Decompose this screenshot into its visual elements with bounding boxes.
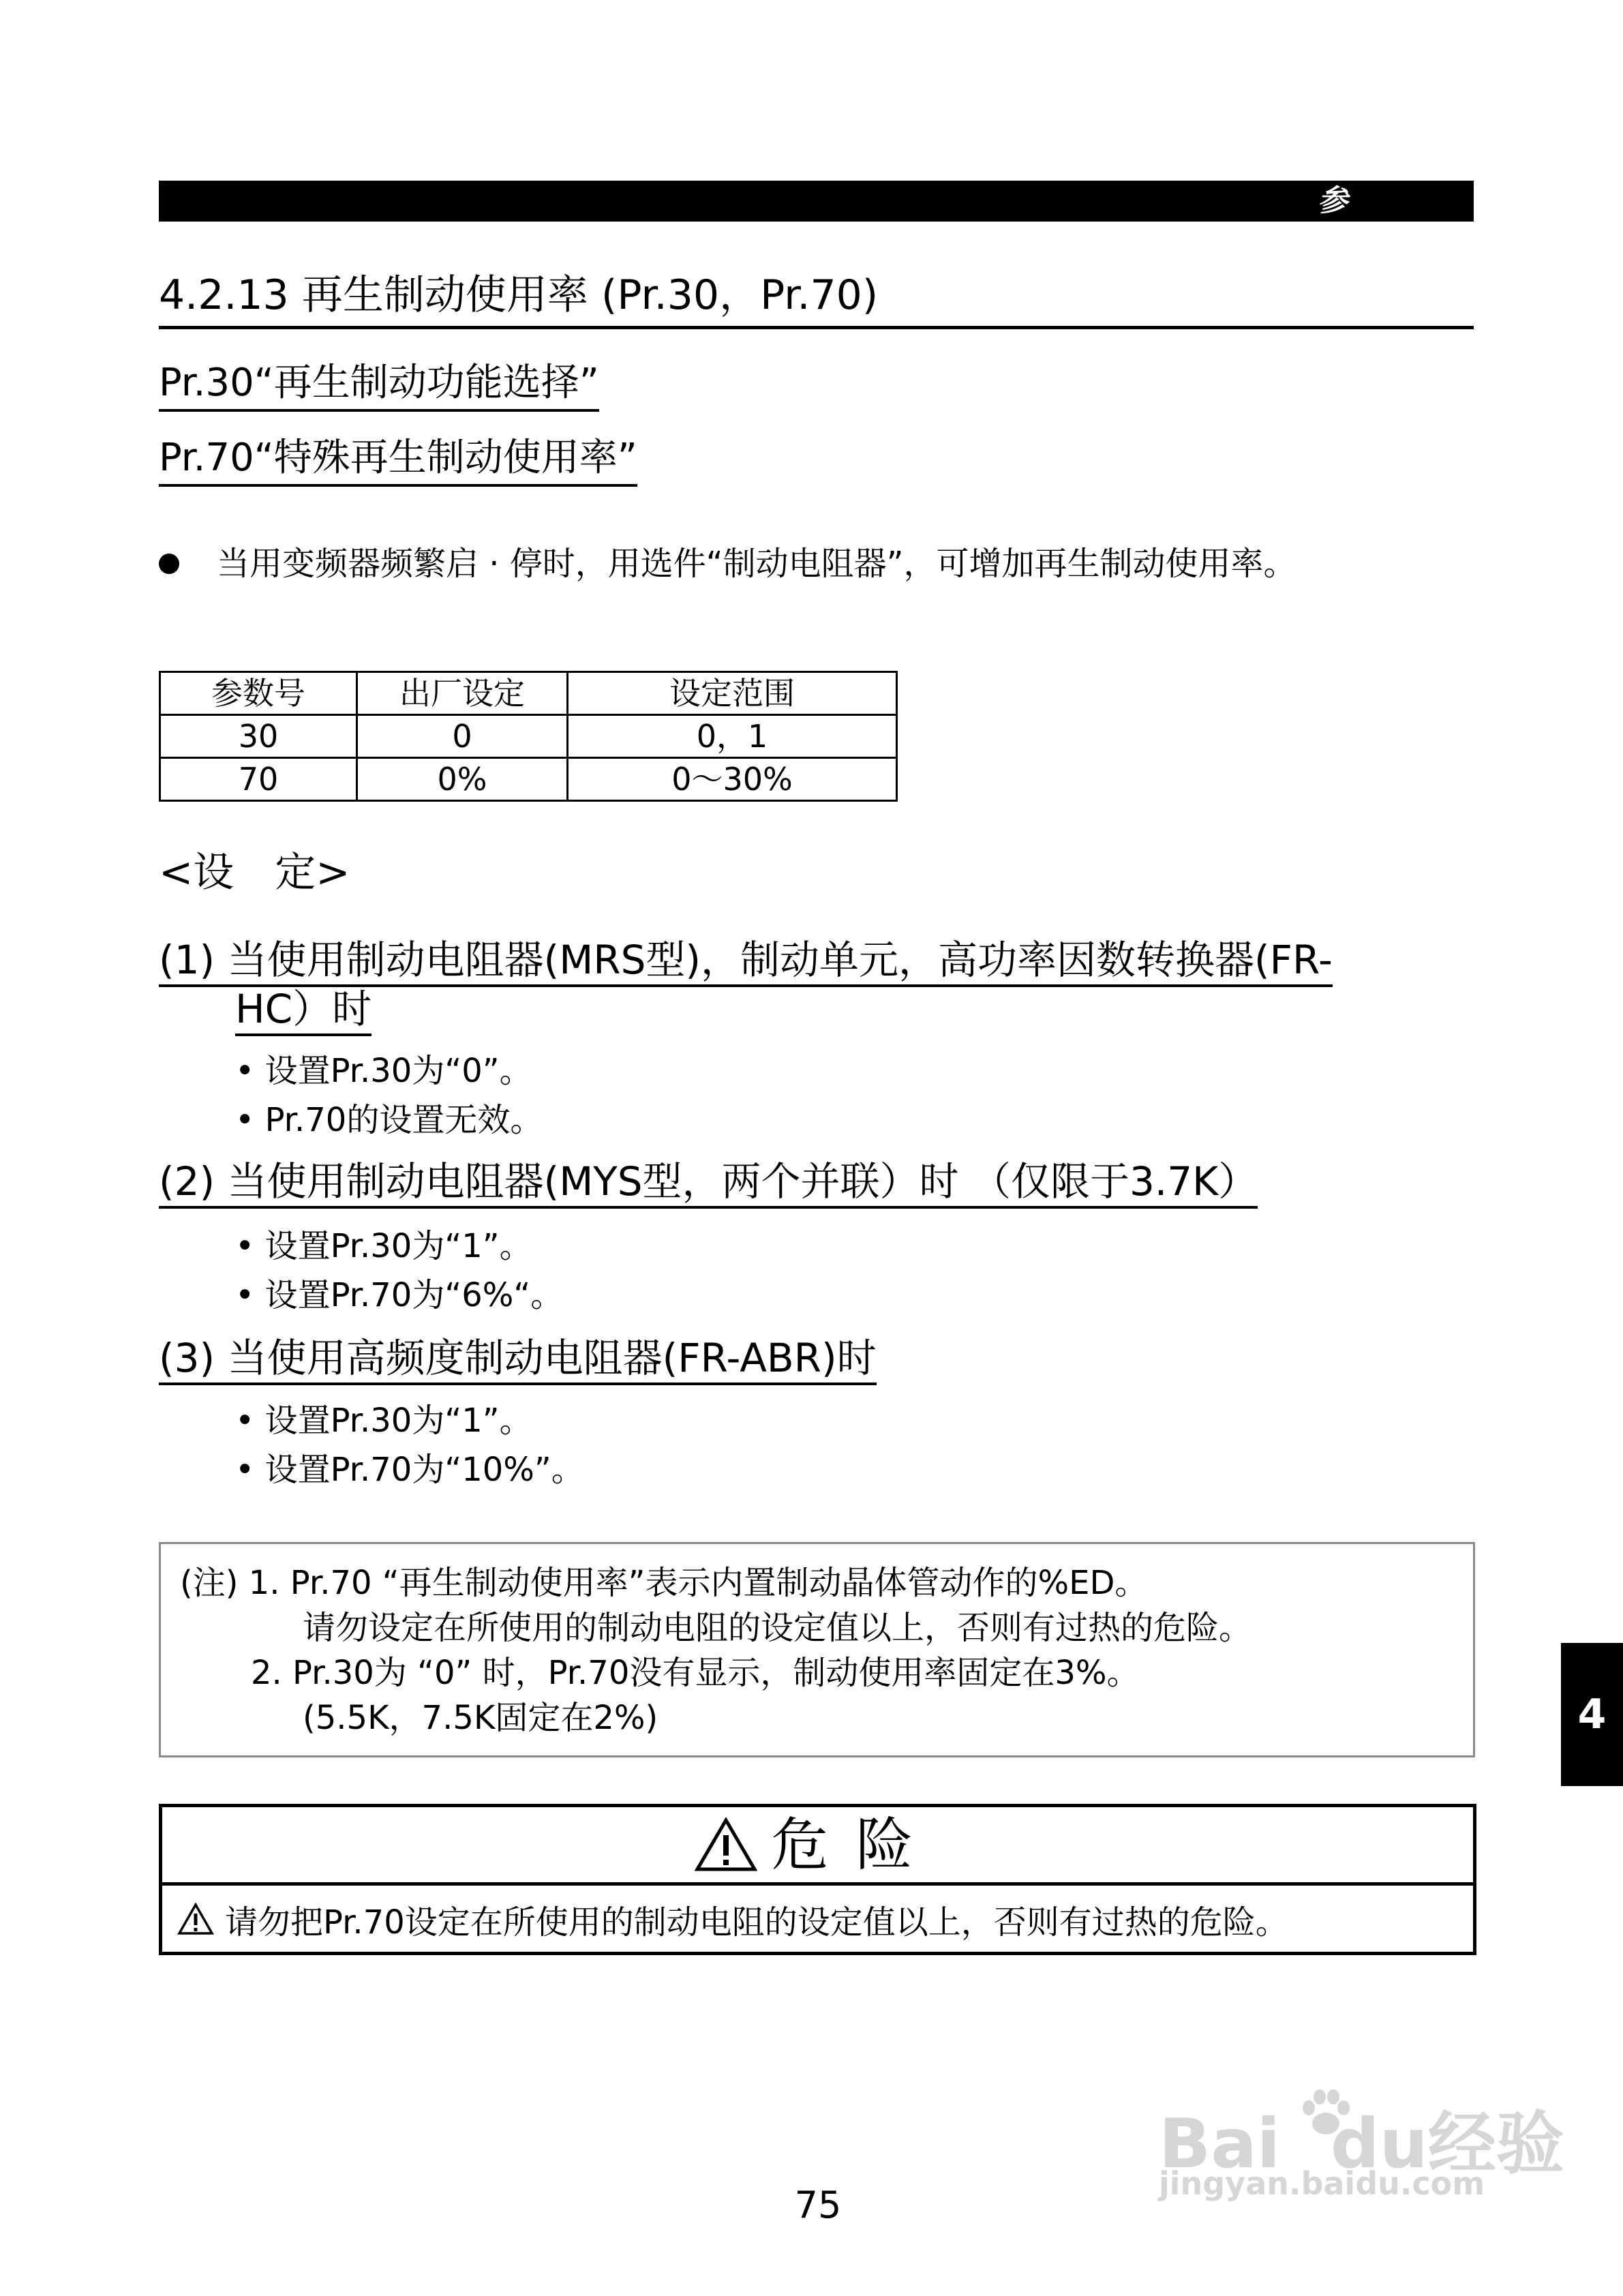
setting-item-1-line2: HC）时	[235, 986, 371, 1036]
danger-text: 请勿把Pr.70设定在所使用的制动电阻的设定值以上，否则有过热的危险。	[225, 1903, 1288, 1942]
list-item: • 设置Pr.70为“10%”。	[235, 1451, 584, 1489]
note-line: 请勿设定在所使用的制动电阻的设定值以上，否则有过热的危险。	[303, 1609, 1252, 1647]
setting-item-1-title-cont	[235, 984, 371, 1033]
danger-header	[162, 1807, 1473, 1886]
table-cell: 70	[160, 758, 357, 801]
setting-item-3-line1: (3) 当使用高频度制动电阻器(FR-ABR)时	[159, 1335, 877, 1385]
table-row	[160, 715, 897, 758]
note-line: (5.5K，7.5K固定在2%)	[303, 1699, 658, 1737]
setting-item-1-title	[159, 935, 1333, 984]
table-header-cell: 出厂设定	[357, 672, 568, 715]
watermark-brand: Bai	[1159, 2104, 1280, 2184]
param-title-pr70: Pr.70“特殊再生制动使用率”	[159, 432, 637, 487]
table-header-row	[160, 672, 897, 715]
warning-triangle-icon	[177, 1903, 214, 1935]
setting-item-2-line1: (2) 当使用制动电阻器(MYS型，两个并联）时 （仅限于3.7K）	[159, 1158, 1258, 1209]
parameter-table	[159, 671, 898, 802]
header-bar	[159, 181, 1538, 222]
list-item: • 设置Pr.30为“0”。	[235, 1052, 532, 1090]
setting-item-3-title	[159, 1333, 877, 1383]
list-item: • 设置Pr.30为“1”。	[235, 1227, 532, 1265]
bullet-icon	[159, 554, 179, 574]
danger-box	[159, 1804, 1476, 1955]
chapter-tab: 4	[1561, 1643, 1623, 1786]
header-label-2: 数	[1508, 183, 1538, 218]
table-header-cell: 参数号	[160, 672, 357, 715]
intro-text: 当用变频器频繁启 · 停时，用选件“制动电阻器”，可增加再生制动使用率。	[217, 545, 1296, 583]
table-cell: 30	[160, 715, 357, 758]
watermark-url: jingyan.baidu.com	[1159, 2165, 1485, 2202]
section-title: 4.2.13 再生制动使用率 (Pr.30，Pr.70)	[159, 271, 879, 319]
list-item: • 设置Pr.70为“6%“。	[235, 1276, 564, 1314]
page-number: 75	[794, 2184, 842, 2226]
watermark-brand-2: du	[1330, 2104, 1428, 2184]
setting-item-2-title	[159, 1157, 1258, 1206]
table-header-cell: 设定范围	[568, 672, 897, 715]
table-cell: 0	[357, 715, 568, 758]
watermark-brand-3: 经验	[1427, 2104, 1564, 2184]
note-box	[159, 1542, 1475, 1757]
table-cell: 0%	[357, 758, 568, 801]
setting-item-1-line1: (1) 当使用制动电阻器(MRS型)，制动单元，高功率因数转换器(FR-	[159, 937, 1333, 987]
section-rule	[159, 326, 1474, 329]
table-cell: 0～30%	[568, 758, 897, 801]
watermark	[1159, 2086, 1564, 2202]
danger-title: 危险	[771, 1811, 941, 1878]
header-label-1: 参	[1318, 183, 1348, 218]
param-title-pr30: Pr.30“再生制动功能选择”	[159, 357, 599, 412]
table-cell: 0，1	[568, 715, 897, 758]
list-item: • Pr.70的设置无效。	[235, 1101, 543, 1139]
note-line: (注) 1. Pr.70 “再生制动使用率”表示内置制动晶体管动作的%ED。	[180, 1564, 1148, 1602]
list-item: • 设置Pr.30为“1”。	[235, 1402, 532, 1440]
note-line: 2. Pr.30为 “0” 时，Pr.70没有显示，制动使用率固定在3%。	[251, 1654, 1140, 1692]
danger-body	[177, 1887, 1288, 1951]
warning-triangle-icon	[695, 1817, 757, 1872]
table-row	[160, 758, 897, 801]
settings-heading: <设 定>	[159, 849, 350, 896]
